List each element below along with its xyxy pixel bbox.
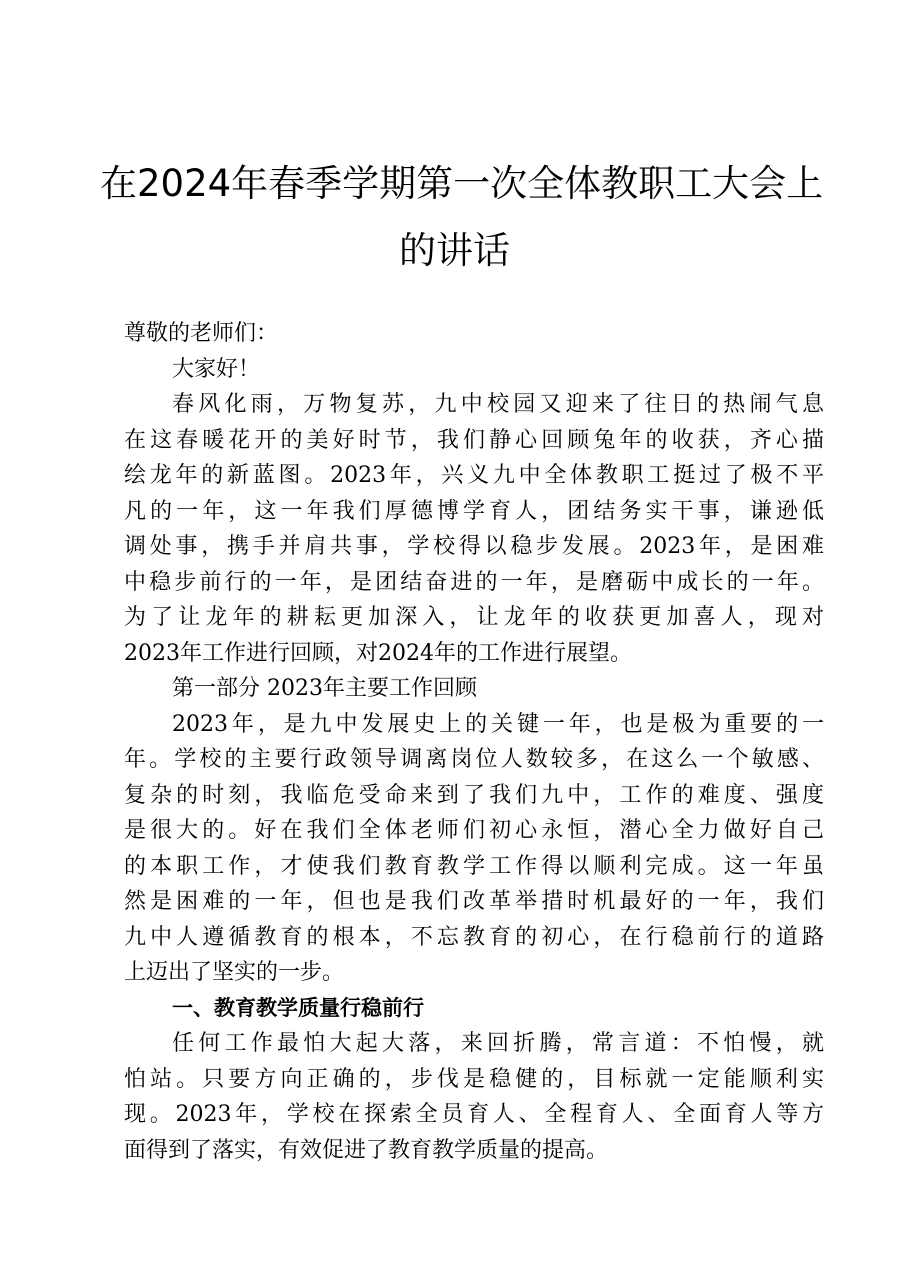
subsection-heading: 一、教育教学质量行稳前行 [172, 995, 424, 1020]
salutation: 尊敬的老师们： [124, 321, 279, 346]
paragraph-line: 2023年，是九中发展史上的关键一年，也是极为重要的一 [172, 711, 824, 737]
paragraph-line: 调处事，携手并肩共事，学校得以稳步发展。2023年，是困难 [124, 534, 824, 559]
paragraph-line: 年。学校的主要行政领导调离岗位人数较多，在这么一个敏感、 [124, 747, 824, 772]
paragraph-line: 面得到了落实，有效促进了教育教学质量的提高。 [124, 1137, 609, 1163]
paragraph-line: 任何工作最怕大起大落，来回折腾，常言道：不怕慢，就 [172, 1031, 824, 1056]
document-title-line-2: 的讲话 [399, 229, 510, 272]
paragraph-line: 上迈出了坚实的一步。 [124, 960, 345, 985]
paragraph-line: 怕站。只要方向正确的，步伐是稳健的，目标就一定能顺利实 [124, 1066, 824, 1092]
paragraph-line: 现。2023年，学校在探索全员育人、全程育人、全面育人等方 [124, 1102, 824, 1127]
paragraph-line: 是很大的。好在我们全体老师们初心永恒，潜心全力做好自己 [124, 818, 824, 843]
paragraph-line: 为了让龙年的耕耘更加深入，让龙年的收获更加喜人，现对 [124, 605, 824, 630]
paragraph-line: 春风化雨，万物复苏，九中校园又迎来了往日的热闹气息 [172, 392, 824, 417]
document-title-line-1: 在2024年春季学期第一次全体教职工大会上 [100, 162, 824, 205]
paragraph-line: 九中人遵循教育的根本，不忘教育的初心，在行稳前行的道路 [124, 924, 824, 950]
paragraph-line: 复杂的时刻，我临危受命来到了我们九中，工作的难度、强度 [124, 782, 824, 808]
paragraph-line: 中稳步前行的一年，是团结奋进的一年，是磨砺中成长的一年。 [124, 569, 824, 595]
paragraph-line: 凡的一年，这一年我们厚德博学育人，团结务实干事，谦逊低 [124, 498, 824, 524]
section-heading: 第一部分 2023年主要工作回顾 [172, 676, 477, 701]
document-body [124, 316, 824, 1168]
greeting: 大家好！ [172, 356, 261, 382]
paragraph-line: 然是困难的一年，但也是我们改革举措时机最好的一年，我们 [124, 889, 824, 914]
paragraph-line: 在这春暖花开的美好时节，我们静心回顾兔年的收获，齐心描 [124, 427, 824, 453]
paragraph-line: 绘龙年的新蓝图。2023年，兴义九中全体教职工挺过了极不平 [124, 463, 824, 488]
paragraph-line: 的本职工作，才使我们教育教学工作得以顺利完成。这一年虽 [124, 853, 824, 879]
paragraph-line: 2023年工作进行回顾，对2024年的工作进行展望。 [124, 640, 632, 666]
